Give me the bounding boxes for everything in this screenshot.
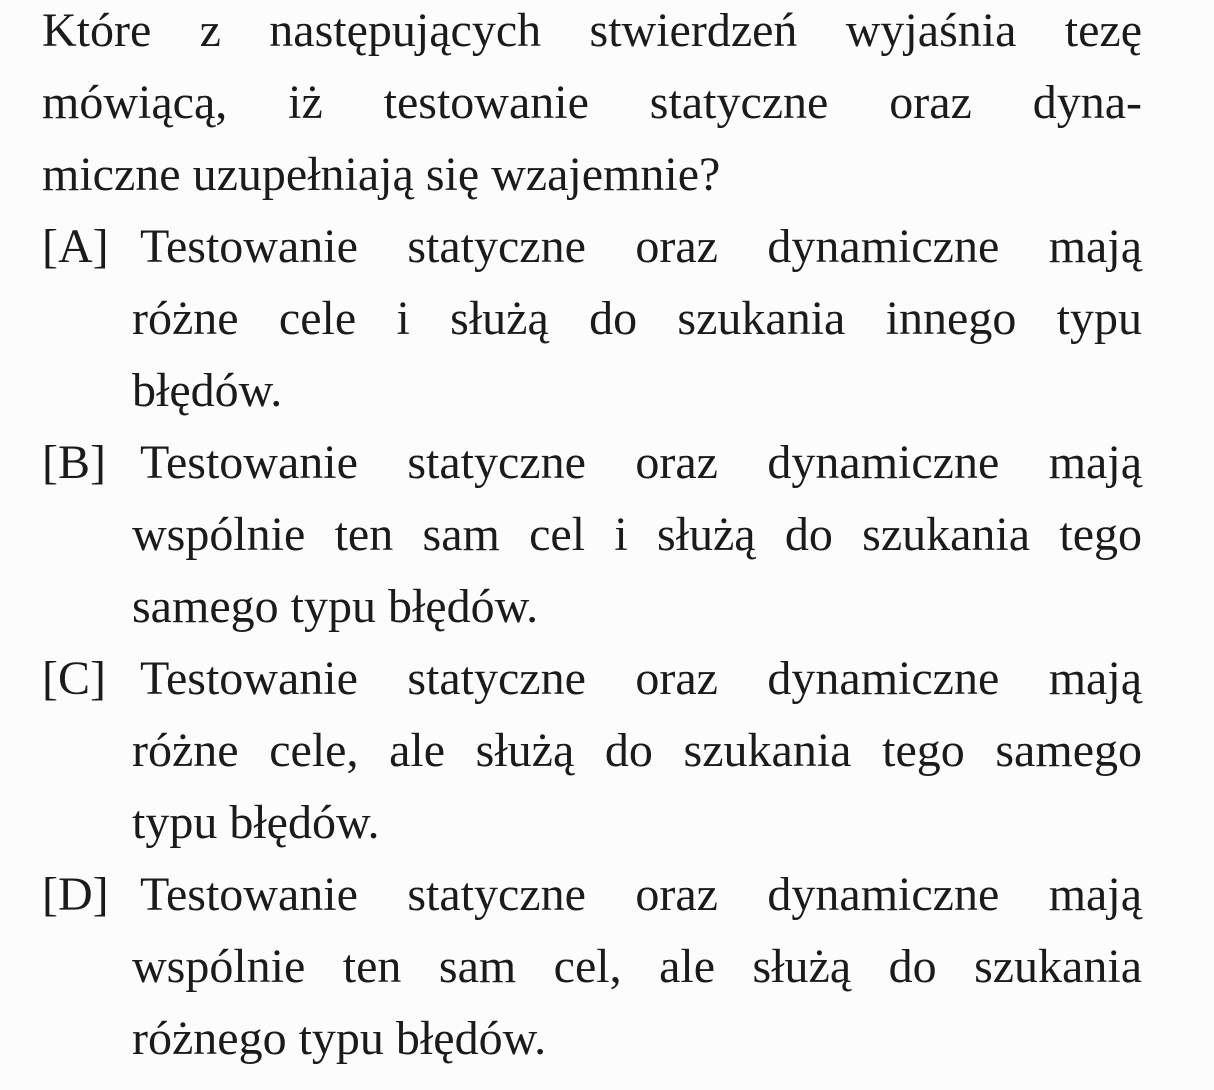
- option-line: błędów.: [132, 364, 283, 417]
- option-line: wspólnie ten sam cel, ale służą do szukania: [132, 940, 1142, 993]
- option-label: [A]: [42, 220, 109, 273]
- option-label: [D]: [42, 868, 109, 921]
- option-c: [42, 643, 1142, 859]
- question-line: miczne uzupełniają się wzajemnie?: [42, 148, 721, 201]
- option-label: [B]: [42, 436, 106, 489]
- option-line: typu błędów.: [132, 796, 380, 849]
- option-line: wspólnie ten sam cel i służą do szukania tego: [132, 508, 1142, 561]
- option-line: Testowanie statyczne oraz dynamiczne mają: [140, 220, 1142, 273]
- question-line: mówiącą, iż testowanie statyczne oraz dyna-: [42, 76, 1142, 129]
- option-line: różnego typu błędów.: [132, 1012, 547, 1065]
- answer-options: [42, 211, 1142, 1075]
- option-line: różne cele, ale służą do szukania tego samego: [132, 724, 1142, 777]
- option-label: [C]: [42, 652, 106, 705]
- option-line: Testowanie statyczne oraz dynamiczne mają: [140, 436, 1142, 489]
- option-line: Testowanie statyczne oraz dynamiczne mają: [140, 868, 1142, 921]
- option-a: [42, 211, 1142, 427]
- option-line: różne cele i służą do szukania innego typu: [132, 292, 1142, 345]
- document-page: [42, 0, 1142, 1075]
- option-d: [42, 859, 1142, 1075]
- option-line: Testowanie statyczne oraz dynamiczne mają: [140, 652, 1142, 705]
- question-text: [42, 0, 1142, 211]
- question-line: Które z następujących stwierdzeń wyjaśnia tezę: [42, 4, 1142, 57]
- option-b: [42, 427, 1142, 643]
- option-line: samego typu błędów.: [132, 580, 539, 633]
